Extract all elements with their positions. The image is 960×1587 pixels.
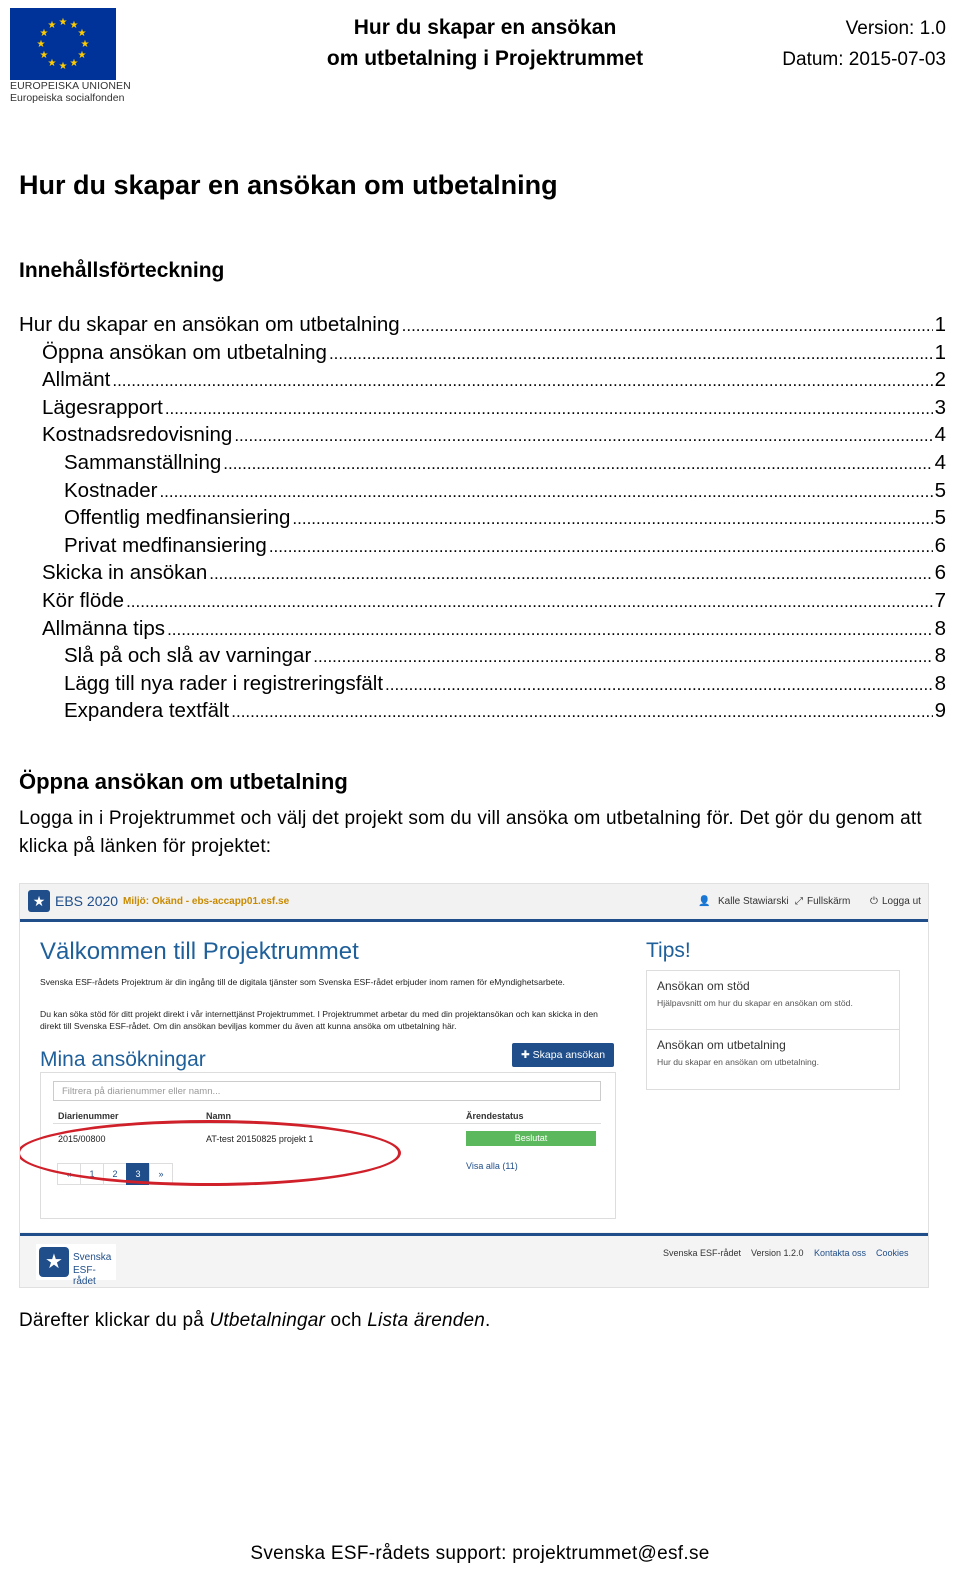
- toc-entry[interactable]: Kostnader ..... 5: [19, 477, 946, 505]
- toc-heading: Innehållsförteckning: [19, 259, 225, 282]
- create-application-button[interactable]: [512, 1043, 614, 1067]
- header-date: Datum: 2015-07-03: [782, 49, 946, 70]
- section-paragraph: Logga in i Projektrummet och välj det projekt som du vill ansöka om utbetalning för. Det gör du genom att klicka på länken för projektet:: [19, 808, 922, 857]
- tip-link-support[interactable]: Ansökan om stöd: [657, 979, 750, 993]
- highlight-oval: [19, 1120, 401, 1186]
- show-all-link[interactable]: Visa alla (11): [466, 1161, 518, 1171]
- column-header-namn[interactable]: Namn: [206, 1111, 232, 1121]
- toc-entry[interactable]: Privat medfinansiering ..... 6: [19, 532, 946, 560]
- row-project-link[interactable]: AT-test 20150825 projekt 1: [206, 1134, 314, 1144]
- column-header-status[interactable]: Ärendestatus: [466, 1111, 524, 1121]
- header-version: Version: 1.0: [845, 18, 946, 39]
- document-title: Hur du skapar en ansökan om utbetalning: [19, 170, 558, 200]
- status-badge: Beslutat: [466, 1131, 596, 1146]
- pager-page-1[interactable]: 1: [80, 1163, 104, 1185]
- pager-page-3[interactable]: 3: [126, 1163, 150, 1185]
- eu-subcaption: Europeiska socialfonden: [10, 92, 125, 104]
- projektrummet-screenshot: [19, 883, 929, 1288]
- footer-version: Version 1.2.0: [751, 1248, 804, 1258]
- toc-entry[interactable]: Lägg till nya rader i registreringsfält ..... 8: [19, 670, 946, 698]
- svg-text:★: ★: [58, 61, 68, 72]
- pager-page-2[interactable]: 2: [103, 1163, 127, 1185]
- user-link[interactable]: Kalle Stawiarski: [718, 896, 789, 907]
- tips-heading: Tips!: [646, 939, 691, 962]
- header-title-line2: om utbetalning i Projektrummet: [326, 47, 644, 70]
- toc-entry[interactable]: Allmänt ..... 2: [19, 366, 946, 394]
- eu-caption: EUROPEISKA UNIONEN: [10, 80, 131, 92]
- eu-flag-logo: [10, 8, 116, 80]
- logout-link[interactable]: Logga ut: [882, 896, 921, 907]
- page-footer: Svenska ESF-rådets support: projektrummet@esf.se: [250, 1543, 710, 1564]
- toc-entry[interactable]: Kör flöde ..... 7: [19, 587, 946, 615]
- fullscreen-icon: ⤢: [795, 896, 803, 907]
- instruction-text: .: [485, 1310, 491, 1331]
- svg-text:★: ★: [77, 50, 87, 61]
- footer-cookies-link[interactable]: Cookies: [876, 1248, 909, 1258]
- column-header-diarienummer[interactable]: Diarienummer: [58, 1111, 119, 1121]
- footer-contact-link[interactable]: Kontakta oss: [814, 1248, 867, 1258]
- svg-text:★: ★: [47, 20, 57, 31]
- app-topbar: [20, 884, 928, 922]
- plus-icon: ✚: [520, 1049, 533, 1061]
- svg-text:★: ★: [36, 39, 46, 50]
- toc-entry[interactable]: Öppna ansökan om utbetalning ..... 1: [19, 339, 946, 367]
- svg-text:★: ★: [69, 20, 79, 31]
- toc-entry[interactable]: Kostnadsredovisning ..... 4: [19, 421, 946, 449]
- svg-text:★: ★: [39, 50, 49, 61]
- row-diarienummer[interactable]: 2015/00800: [58, 1134, 106, 1144]
- logout-icon: ⏻: [870, 896, 878, 907]
- svg-text:★: ★: [39, 28, 49, 39]
- svg-text:★: ★: [80, 39, 90, 50]
- instruction-text: Därefter klickar du på: [19, 1310, 210, 1331]
- filter-input[interactable]: Filtrera på diarienummer eller namn...: [53, 1081, 601, 1101]
- instruction-text: och: [325, 1310, 368, 1331]
- toc-entry[interactable]: Skicka in ansökan ..... 6: [19, 559, 946, 587]
- svg-text:★: ★: [77, 28, 87, 39]
- create-application-label: Skapa ansökan: [532, 1049, 606, 1061]
- instruction-paragraph: [19, 1310, 491, 1332]
- esf-star-icon: ★: [39, 1247, 69, 1277]
- tip-description: Hjälpavsnitt om hur du skapar en ansökan om stöd.: [657, 998, 853, 1008]
- app-content: [20, 922, 928, 1232]
- ebs-star-icon: ★: [28, 890, 50, 912]
- header-title-line1: Hur du skapar en ansökan: [353, 16, 617, 39]
- svg-text:★: ★: [47, 58, 57, 69]
- tip-description: Hur du skapar en ansökan om utbetalning.: [657, 1057, 819, 1067]
- toc-entry[interactable]: Offentlig medfinansiering ..... 5: [19, 504, 946, 532]
- fullscreen-link[interactable]: Fullskärm: [807, 896, 851, 907]
- my-applications-heading: Mina ansökningar: [40, 1048, 206, 1071]
- svg-text:★: ★: [69, 58, 79, 69]
- section-heading: Öppna ansökan om utbetalning: [19, 769, 348, 794]
- tips-box: [646, 970, 900, 1090]
- footer-org: Svenska ESF-rådet: [663, 1248, 742, 1258]
- app-name: EBS 2020: [55, 893, 119, 909]
- toc-entry[interactable]: Allmänna tips ..... 8: [19, 615, 946, 643]
- toc-entry[interactable]: Lägesrapport ..... 3: [19, 394, 946, 422]
- esf-logo-text: Svenska: [73, 1252, 112, 1263]
- toc-entry[interactable]: Expandera textfält ..... 9: [19, 697, 946, 725]
- table-of-contents: [19, 311, 946, 725]
- toc-entry[interactable]: Slå på och slå av varningar ..... 8: [19, 642, 946, 670]
- tip-divider: [647, 1029, 899, 1030]
- esf-logo-text: ESF-rådet: [73, 1265, 96, 1287]
- toc-entry[interactable]: Sammanställning ..... 4: [19, 449, 946, 477]
- app-footer: [20, 1236, 928, 1287]
- welcome-heading: Välkommen till Projektrummet: [40, 938, 359, 965]
- instruction-emphasis: Lista ärenden: [367, 1310, 486, 1331]
- intro-text-1: Svenska ESF-rådets Projektrum är din ingång till de digitala tjänster som Svenska ESF-rådet erbjuder inom ramen för eMyndighetsarbete.: [40, 977, 565, 987]
- tip-link-payment[interactable]: Ansökan om utbetalning: [657, 1038, 786, 1052]
- instruction-emphasis: Utbetalningar: [209, 1310, 326, 1331]
- toc-entry[interactable]: Hur du skapar en ansökan om utbetalning ..... 1: [19, 311, 946, 339]
- pager-next[interactable]: »: [149, 1163, 173, 1185]
- esf-logo: [36, 1244, 116, 1287]
- user-icon: 👤: [698, 896, 711, 907]
- intro-text-2: Du kan söka stöd för ditt projekt direkt i vår internettjänst Projektrummet. I Projektrummet arbetar du med din projektansökan och kan skicka in den direkt till Svenska ESF-rådet. Om din ansökan beviljas kommer du även att kunna ansöka om utbetalning här.: [40, 1009, 598, 1031]
- svg-text:★: ★: [58, 17, 68, 28]
- pager-prev[interactable]: «: [57, 1163, 81, 1185]
- environment-label: Miljö: Okänd - ebs-accapp01.esf.se: [123, 896, 290, 907]
